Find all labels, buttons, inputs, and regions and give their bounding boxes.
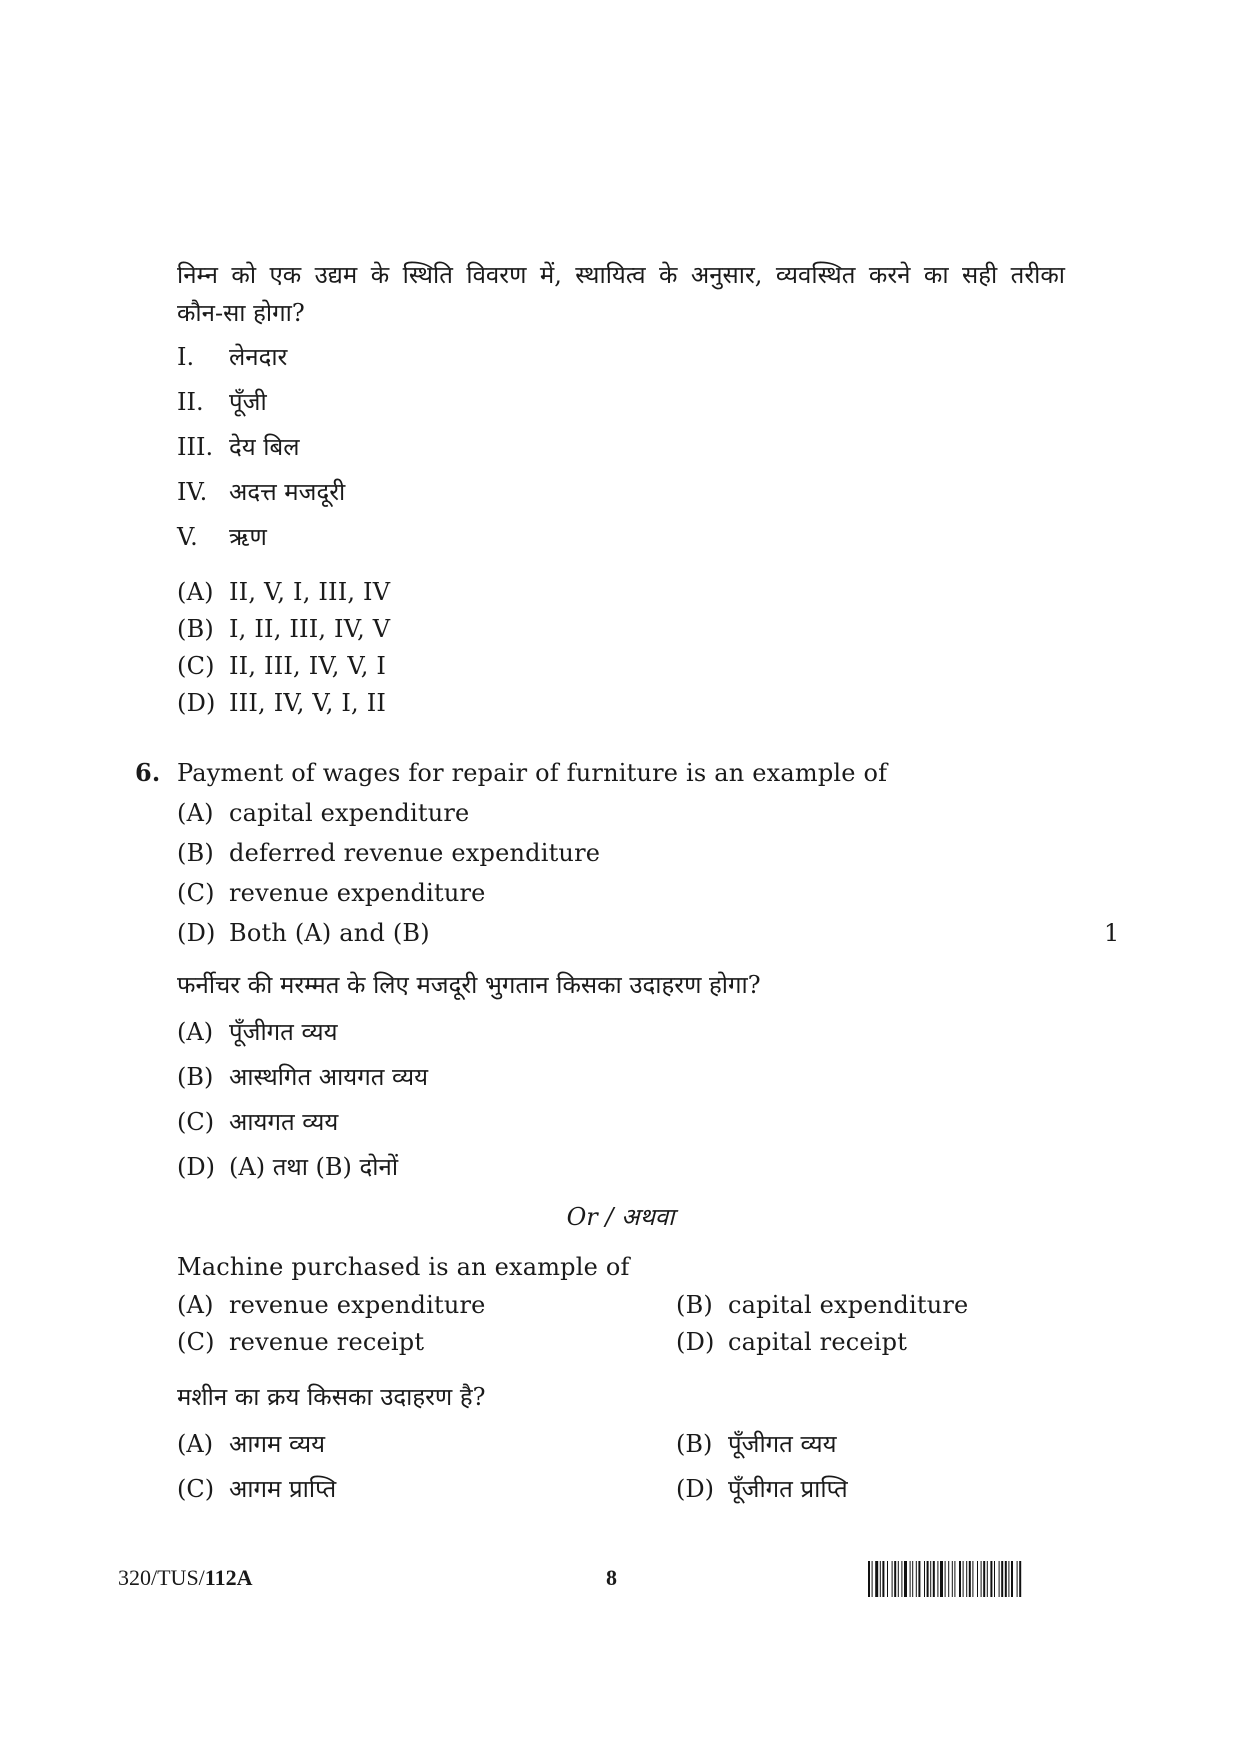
marks: 1: [1104, 919, 1120, 947]
option-label: (B): [676, 1430, 713, 1458]
option-text: I, II, III, IV, V: [229, 615, 391, 643]
q6-alt-option: [177, 1325, 424, 1359]
option-text: capital expenditure: [728, 1291, 969, 1319]
q6-hindi-stem: फर्नीचर की मरम्मत के लिए मजदूरी भुगतान किसका उदाहरण होगा?: [177, 971, 761, 999]
q5-option: [177, 686, 386, 720]
question-stem: Payment of wages for repair of furniture is an example of: [177, 759, 888, 787]
q6-alt-hindi-option: [676, 1472, 848, 1506]
q6-alt-option: [676, 1325, 907, 1359]
option-text: पूँजीगत प्राप्ति: [728, 1475, 848, 1503]
q5-item-number: III.: [177, 433, 214, 461]
option-label: (C): [177, 879, 215, 907]
q5-option: [177, 612, 390, 646]
option-label: (C): [177, 1328, 215, 1356]
q6-option: [177, 836, 600, 870]
q6-hindi-option: [177, 1015, 338, 1049]
option-label: (A): [177, 578, 214, 606]
q6-hindi-option: [177, 1105, 338, 1139]
option-text: आगम व्यय: [229, 1430, 326, 1458]
q5-hindi-stem-line1: निम्न को एक उद्यम के स्थिति विवरण में, स्थायित्व के अनुसार, व्यवस्थित करने का सही तरीका: [177, 261, 1065, 289]
option-label: (B): [177, 839, 214, 867]
q6-option: [177, 876, 486, 910]
option-label: (D): [177, 919, 216, 947]
q6-alt-hindi-option: [177, 1472, 336, 1506]
q6-hindi-option: [177, 1060, 428, 1094]
option-label: (B): [177, 1063, 214, 1091]
q6-alt-hindi-option: [177, 1427, 325, 1461]
option-text: Both (A) and (B): [229, 919, 430, 947]
option-label: (D): [177, 1153, 215, 1181]
option-text: आगम प्राप्ति: [229, 1475, 337, 1503]
q5-hindi-stem-line2: कौन-सा होगा?: [177, 299, 305, 327]
q5-item-text: पूँजी: [229, 388, 267, 416]
q6-option: [177, 916, 430, 950]
question-number: 6.: [135, 758, 161, 787]
option-text: deferred revenue expenditure: [229, 839, 601, 867]
option-text: revenue expenditure: [229, 1291, 486, 1319]
option-text: आयगत व्यय: [229, 1108, 339, 1136]
q5-item-number: I.: [177, 343, 195, 371]
option-label: (A): [177, 1291, 214, 1319]
page-number: 8: [606, 1565, 617, 1590]
q5-item: [177, 385, 267, 419]
q5-item-number: IV.: [177, 478, 208, 506]
option-label: (D): [177, 689, 216, 717]
q5-item: [177, 340, 287, 374]
option-text: पूँजीगत व्यय: [728, 1430, 837, 1458]
q5-item-number: V.: [177, 523, 198, 551]
option-text: (A) तथा (B) दोनों: [229, 1153, 399, 1181]
q6-alt-option: [177, 1288, 486, 1322]
option-text: II, III, IV, V, I: [229, 652, 387, 680]
q6-option: [177, 796, 469, 830]
paper-code: [118, 1565, 252, 1591]
option-text: capital receipt: [728, 1328, 908, 1356]
option-text: II, V, I, III, IV: [229, 578, 391, 606]
paper-code-prefix: 320/TUS/: [118, 1565, 205, 1590]
option-text: revenue receipt: [229, 1328, 425, 1356]
q5-option: [177, 649, 386, 683]
option-label: (A): [177, 1018, 214, 1046]
q5-item: [177, 520, 267, 554]
barcode-image: [868, 1561, 1126, 1597]
option-text: revenue expenditure: [229, 879, 486, 907]
option-label: (C): [177, 1475, 215, 1503]
q5-option: [177, 575, 390, 609]
option-label: (D): [676, 1328, 715, 1356]
option-text: capital expenditure: [229, 799, 470, 827]
option-label: (B): [676, 1291, 713, 1319]
q5-item: [177, 475, 345, 509]
option-label: (C): [177, 652, 215, 680]
q6-stem: [135, 756, 887, 790]
q6-alt-stem: Machine purchased is an example of: [177, 1253, 630, 1281]
option-label: (C): [177, 1108, 215, 1136]
or-separator: Or / अथवा: [566, 1203, 675, 1231]
option-label: (B): [177, 615, 214, 643]
q5-item-text: ऋण: [229, 523, 267, 551]
q6-alt-option: [676, 1288, 968, 1322]
paper-code-suffix: 112A: [204, 1565, 253, 1590]
q6-alt-hindi-option: [676, 1427, 837, 1461]
q5-item-text: देय बिल: [229, 433, 300, 461]
q5-item-text: लेनदार: [229, 343, 288, 371]
q6-hindi-option: [177, 1150, 398, 1184]
q5-item-text: अदत्त मजदूरी: [229, 478, 346, 506]
option-label: (A): [177, 799, 214, 827]
option-text: आस्थगित आयगत व्यय: [229, 1063, 429, 1091]
q5-hindi-stem: [177, 256, 1065, 332]
q5-item: [177, 430, 300, 464]
q6-alt-hindi-stem: मशीन का क्रय किसका उदाहरण है?: [177, 1383, 486, 1411]
option-text: पूँजीगत व्यय: [229, 1018, 338, 1046]
q5-item-number: II.: [177, 388, 204, 416]
option-label: (A): [177, 1430, 214, 1458]
option-text: III, IV, V, I, II: [229, 689, 387, 717]
option-label: (D): [676, 1475, 714, 1503]
